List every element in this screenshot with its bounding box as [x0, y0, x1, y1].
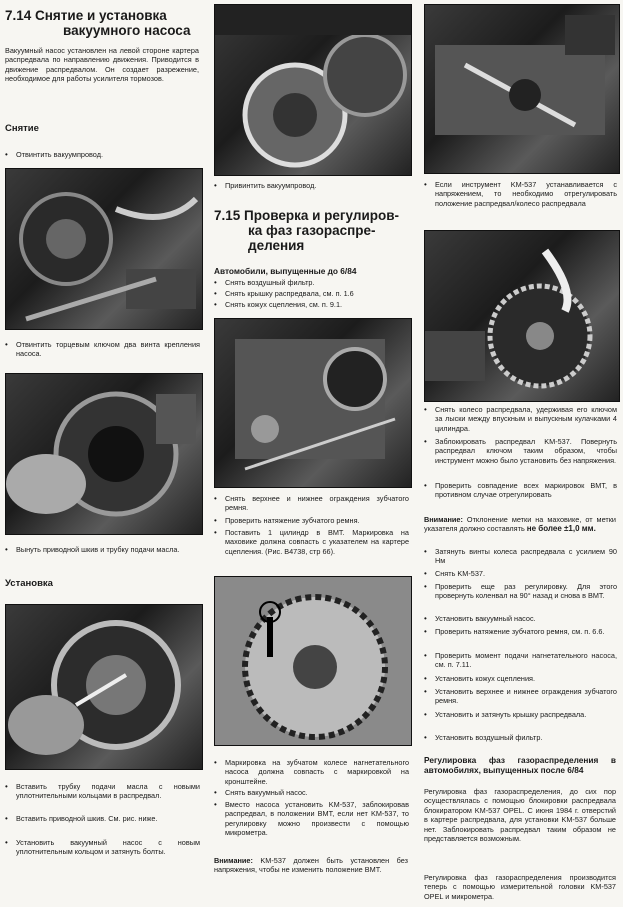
step-b-2: • Проверить натяжение зубчатого ремня.: [214, 516, 409, 525]
col3-step-c-1: • Затянуть винты колеса распредвала с усилием 90 Нм: [424, 547, 617, 566]
pump-gear-marking-photo: [214, 576, 412, 746]
col3-warning-text: Отклонение метки на маховике, от метки указателя должно составлять: [424, 515, 617, 534]
section-7-15-title: [214, 208, 410, 253]
col3-subheading: Регулировка фаз газораспределения в автомобилях, выпущенных после 6/84: [424, 755, 616, 775]
vacuum-pump-hose-photo: [5, 168, 203, 330]
title-line-3: деления: [248, 238, 305, 253]
vacuum-pump-bolts-photo: [5, 373, 203, 535]
step-b-1: • Снять верхнее и нижнее ограждения зубчатого ремня.: [214, 494, 409, 513]
install-step-3: • Установить вакуумный насос с новым уплотнительным кольцом и затянуть болты.: [5, 838, 200, 857]
col3-step-c-6: • Проверить момент подачи нагнетательного насоса, см. п. 7.11.: [424, 651, 617, 670]
removal-step-2: • Отвинтить торцевым ключом два винта крепления насоса.: [5, 340, 200, 359]
title-line-1: 7.15 Проверка и регулиров-: [214, 208, 400, 223]
col3-paragraph-2: Регулировка фаз газораспределения производится теперь с помощью измерительной головки KM-537 OPEL и микрометра.: [424, 873, 616, 901]
col3-paragraph-1: Регулировка фаз газораспределения, до сих пор осуществлялась с помощью блокировки распредвала блокиратором KM-537 OPEL. С июня 1984 г. отверстий в картере распредвала, для установки KM-537 больше нет. Заблокировать распредвал таким образом не представляется возможным.: [424, 787, 616, 844]
col3-step-b-3: • Проверить совпадение всех маркировок ВМТ, в противном случае отрегулировать: [424, 481, 617, 500]
step-a-1: • Снять воздушный фильтр.: [214, 278, 409, 287]
step-a-3: • Снять кожух сцепления, см. п. 9.1.: [214, 300, 409, 309]
step-c-2: • Снять вакуумный насос.: [214, 788, 409, 797]
step-a-2: • Снять крышку распредвала, см. п. 1.6: [214, 289, 409, 298]
col3-step-b-1: • Снять колесо распредвала, удерживая его ключом за лыски между впускным и выпускным кулачками 4 цилиндра.: [424, 405, 617, 433]
camshaft-wheel-wrench-photo: [424, 230, 620, 402]
caption-top: • Привинтить вакуумпровод.: [214, 181, 409, 190]
col3-warning: [424, 515, 616, 534]
title-line-2: ка фаз газораспре-: [248, 223, 376, 238]
col3-step-c-9: • Установить и затянуть крышку распредвала.: [424, 710, 617, 719]
col3-step-c-2: • Снять KM-537.: [424, 569, 617, 578]
removal-step-1: • Отвинтить вакуумпровод.: [5, 150, 200, 159]
col3-step-c-5: • Проверить натяжение зубчатого ремня, см. п. 6.6.: [424, 627, 617, 636]
col3-warning-bold: не более ±1,0 мм.: [526, 524, 596, 534]
title-line-2: вакуумного насоса: [63, 23, 191, 38]
vacuum-pump-cover-photo: [214, 4, 412, 176]
title-line-1: 7.14 Снятие и установка: [5, 8, 167, 23]
install-step-1: • Вставить трубку подачи масла с новыми уплотнительными кольцами в распредвал.: [5, 782, 200, 801]
removal-step-3: • Вынуть приводной шкив и трубку подачи масла.: [5, 545, 200, 554]
install-step-2: • Вставить приводной шкив. См. рис. ниже.: [5, 814, 200, 823]
col3-step-c-3: • Проверить еще раз регулировку. Для этого провернуть коленвал на 90° назад и снова в ВМТ.: [424, 582, 617, 601]
step-c-1: • Маркировка на зубчатом колесе нагнетательного насоса должна совпасть с маркировкой на кронштейне.: [214, 758, 409, 786]
col3-warning-label: Внимание:: [424, 515, 463, 524]
warning-note: [214, 856, 408, 875]
oil-tube-install-photo: [5, 604, 203, 770]
removal-heading: Снятие: [5, 123, 39, 134]
col3-step-a-1: • Если инструмент KM-537 устанавливается с напряжением, то необходимо отрегулировать положение распредвал/колесо распредвала: [424, 180, 617, 208]
warning-label: Внимание:: [214, 856, 253, 865]
section-7-14-title: [5, 8, 201, 38]
step-c-3: • Вместо насоса установить KM-537, заблокировав распредвал, в положении ВМТ, если нет KM-537, то регулировку можно произвести с помощью микрометра.: [214, 800, 409, 838]
col3-step-b-2: • Заблокировать распредвал KM-537. Повернуть распредвал ключом таким образом, чтобы инструмент можно было установить без напряжения.: [424, 437, 617, 465]
intro-paragraph: Вакуумный насос установлен на левой стороне картера распредвала по направлению движения. Приводится в движение распредвалом. Он создает разрежение, необходимое для работы усилителя тормозов.: [5, 46, 199, 84]
step-b-3: • Поставить 1 цилиндр в ВМТ. Маркировка на маховике должна совпасть с указателем на картере сцепления. (Рис. В4738, стр 66).: [214, 528, 409, 556]
install-heading: Установка: [5, 578, 53, 589]
col3-step-c-8: • Установить верхнее и нижнее ограждения зубчатого ремня.: [424, 687, 617, 706]
timing-belt-photo: [214, 318, 412, 488]
col3-step-c-4: • Установить вакуумный насос.: [424, 614, 617, 623]
warning-text: KM-537 должен быть установлен без напряжения, чтобы не изменить положение ВМТ.: [214, 856, 408, 875]
col3-step-c-10: • Установить воздушный фильтр.: [424, 733, 617, 742]
col3-step-c-7: • Установить кожух сцепления.: [424, 674, 617, 683]
camshaft-tool-photo: [424, 4, 620, 174]
subheading-before-6-84: Автомобили, выпущенные до 6/84: [214, 266, 357, 276]
